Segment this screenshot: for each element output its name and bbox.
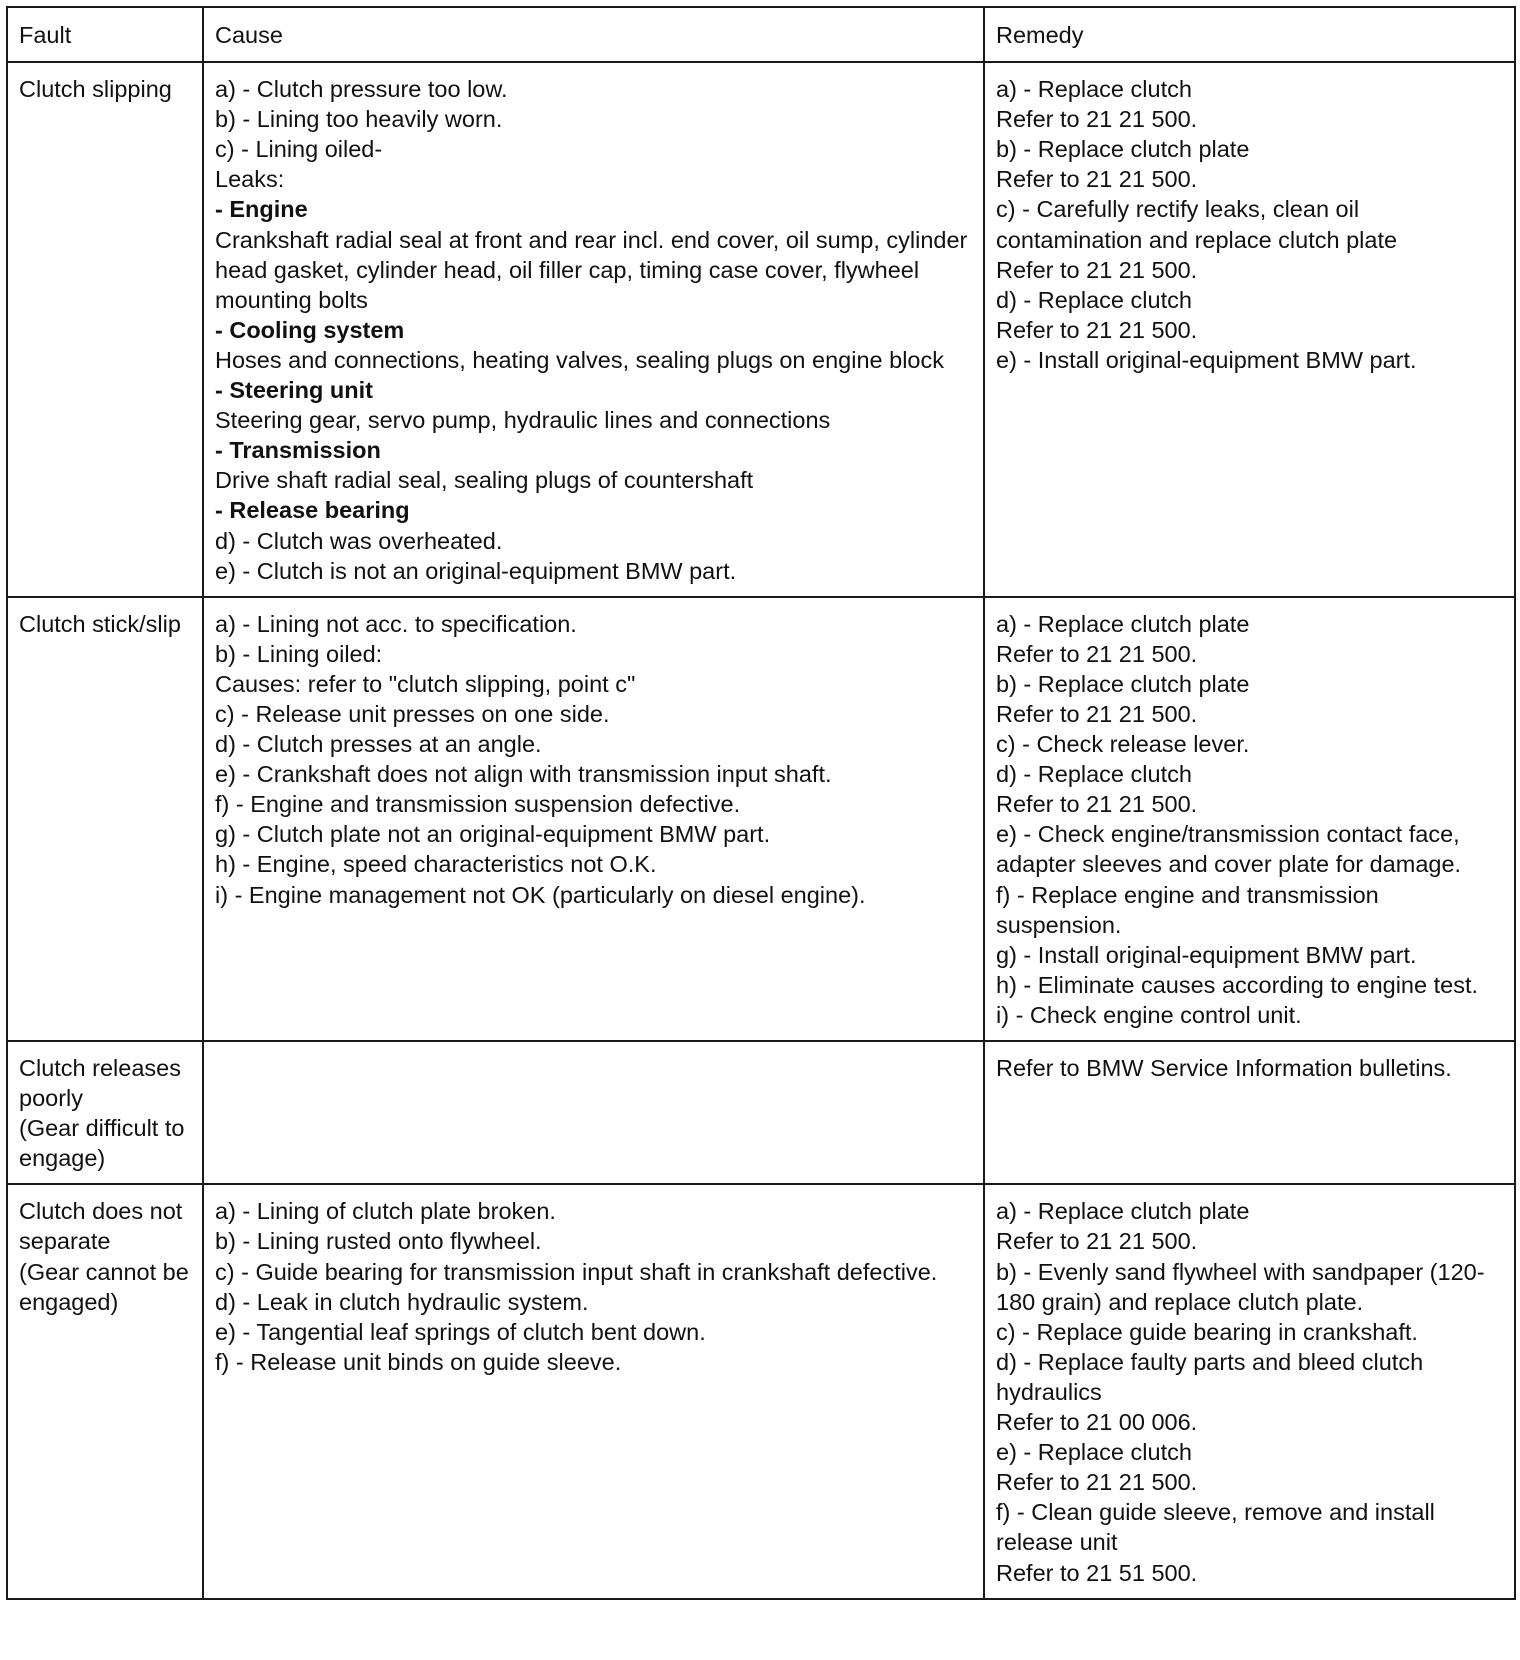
cause-text: c) - Guide bearing for transmission input shaft in crankshaft defective. — [215, 1258, 938, 1285]
remedy-text: Refer to 21 21 500. — [996, 791, 1198, 818]
fault-text: (Gear cannot be engaged) — [19, 1258, 196, 1315]
remedy-text: Refer to 21 21 500. — [996, 1228, 1198, 1255]
cause-text: e) - Clutch is not an original-equipment BMW part. — [215, 557, 737, 584]
fault-cell — [7, 62, 203, 597]
cause-subheading: - Cooling system — [215, 316, 405, 343]
cause-text: d) - Clutch presses at an angle. — [215, 731, 542, 758]
cause-text: i) - Engine management not OK (particularly on diesel engine). — [215, 881, 866, 908]
table-body — [7, 62, 1515, 1599]
remedy-text: Refer to 21 51 500. — [996, 1559, 1198, 1586]
cause-text: f) - Release unit binds on guide sleeve. — [215, 1348, 622, 1375]
cause-text: b) - Lining oiled: — [215, 640, 383, 667]
remedy-text: d) - Replace clutch — [996, 286, 1192, 313]
cause-cell — [203, 62, 984, 597]
cause-text: a) - Lining not acc. to specification. — [215, 610, 577, 637]
cause-text: Causes: refer to "clutch slipping, point c" — [215, 670, 636, 697]
fault-text: (Gear difficult to engage) — [19, 1115, 191, 1172]
remedy-text: Refer to BMW Service Information bulletins. — [996, 1055, 1452, 1081]
remedy-text: Refer to 21 21 500. — [996, 640, 1198, 667]
table-row — [7, 1041, 1515, 1184]
fault-cell — [7, 1184, 203, 1598]
cause-text: e) - Tangential leaf springs of clutch bent down. — [215, 1318, 706, 1345]
cause-text: d) - Clutch was overheated. — [215, 527, 503, 554]
remedy-text: b) - Replace clutch plate — [996, 670, 1250, 697]
cause-text: Drive shaft radial seal, sealing plugs of countershaft — [215, 467, 754, 494]
remedy-text: Refer to 21 21 500. — [996, 316, 1198, 343]
cause-subheading: - Transmission — [215, 437, 381, 464]
remedy-text: a) - Replace clutch — [996, 76, 1192, 103]
remedy-text: e) - Install original-equipment BMW part. — [996, 346, 1417, 373]
fault-text: Clutch slipping — [19, 76, 172, 103]
remedy-text: Refer to 21 21 500. — [996, 256, 1198, 283]
table-row — [7, 597, 1515, 1041]
remedy-text: Refer to 21 00 006. — [996, 1409, 1198, 1436]
fault-cause-remedy-table — [6, 6, 1516, 1600]
remedy-cell — [984, 597, 1515, 1041]
cause-subheading: - Release bearing — [215, 497, 410, 524]
remedy-cell — [984, 1184, 1515, 1598]
cause-text: h) - Engine, speed characteristics not O.K. — [215, 851, 657, 878]
cause-subheading: - Steering unit — [215, 377, 373, 404]
cause-text: f) - Engine and transmission suspension defective. — [215, 791, 741, 818]
cause-cell — [203, 1041, 984, 1184]
cause-subheading: - Engine — [215, 196, 308, 223]
cause-text: a) - Lining of clutch plate broken. — [215, 1198, 556, 1225]
table-row — [7, 62, 1515, 597]
cause-text: Crankshaft radial seal at front and rear incl. end cover, oil sump, cylinder head gasket, cylinder head, oil filler cap, timing case cover, flywheel mounting bolts — [215, 226, 974, 313]
remedy-text: a) - Replace clutch plate — [996, 1198, 1250, 1225]
remedy-text: a) - Replace clutch plate — [996, 610, 1250, 637]
table-row — [7, 1184, 1515, 1598]
remedy-text: i) - Check engine control unit. — [996, 1001, 1302, 1028]
fault-cell — [7, 1041, 203, 1184]
cause-text: e) - Crankshaft does not align with transmission input shaft. — [215, 761, 832, 788]
fault-text: Clutch stick/slip — [19, 610, 181, 637]
remedy-text: Refer to 21 21 500. — [996, 1469, 1198, 1496]
cause-text: Leaks: — [215, 166, 285, 193]
remedy-text: g) - Install original-equipment BMW part. — [996, 941, 1417, 968]
remedy-text: c) - Carefully rectify leaks, clean oil contamination and replace clutch plate — [996, 196, 1398, 253]
remedy-cell — [984, 62, 1515, 597]
remedy-text: b) - Evenly sand flywheel with sandpaper (120-180 grain) and replace clutch plate. — [996, 1258, 1485, 1315]
cause-text: b) - Lining rusted onto flywheel. — [215, 1228, 542, 1255]
remedy-text: Refer to 21 21 500. — [996, 700, 1198, 727]
remedy-text: d) - Replace faulty parts and bleed clutch hydraulics — [996, 1348, 1430, 1405]
remedy-cell — [984, 1041, 1515, 1184]
cause-text: Steering gear, servo pump, hydraulic lines and connections — [215, 407, 831, 434]
remedy-text: Refer to 21 21 500. — [996, 166, 1198, 193]
cause-text: d) - Leak in clutch hydraulic system. — [215, 1288, 589, 1315]
cause-text: b) - Lining too heavily worn. — [215, 106, 503, 133]
fault-text: Clutch releases poorly — [19, 1055, 188, 1112]
table-header — [7, 7, 1515, 62]
header-fault: Fault — [7, 7, 203, 62]
remedy-text: e) - Check engine/transmission contact face, adapter sleeves and cover plate for damage. — [996, 821, 1467, 878]
fault-text: Clutch does not separate — [19, 1198, 189, 1255]
header-remedy: Remedy — [984, 7, 1515, 62]
remedy-text: h) - Eliminate causes according to engine test. — [996, 971, 1479, 998]
remedy-text: c) - Check release lever. — [996, 731, 1250, 758]
cause-text: c) - Lining oiled- — [215, 136, 383, 163]
remedy-text: c) - Replace guide bearing in crankshaft. — [996, 1318, 1418, 1345]
cause-text: a) - Clutch pressure too low. — [215, 76, 508, 103]
remedy-text: f) - Clean guide sleeve, remove and install release unit — [996, 1499, 1442, 1556]
remedy-text: e) - Replace clutch — [996, 1439, 1192, 1466]
cause-text: g) - Clutch plate not an original-equipment BMW part. — [215, 821, 771, 848]
header-cause: Cause — [203, 7, 984, 62]
fault-cell — [7, 597, 203, 1041]
remedy-text: Refer to 21 21 500. — [996, 106, 1198, 133]
remedy-text: d) - Replace clutch — [996, 761, 1192, 788]
cause-cell — [203, 597, 984, 1041]
cause-text: Hoses and connections, heating valves, sealing plugs on engine block — [215, 346, 944, 373]
remedy-text: f) - Replace engine and transmission suspension. — [996, 881, 1386, 938]
header-row — [7, 7, 1515, 62]
cause-text: c) - Release unit presses on one side. — [215, 700, 610, 727]
remedy-text: b) - Replace clutch plate — [996, 136, 1250, 163]
cause-cell — [203, 1184, 984, 1598]
